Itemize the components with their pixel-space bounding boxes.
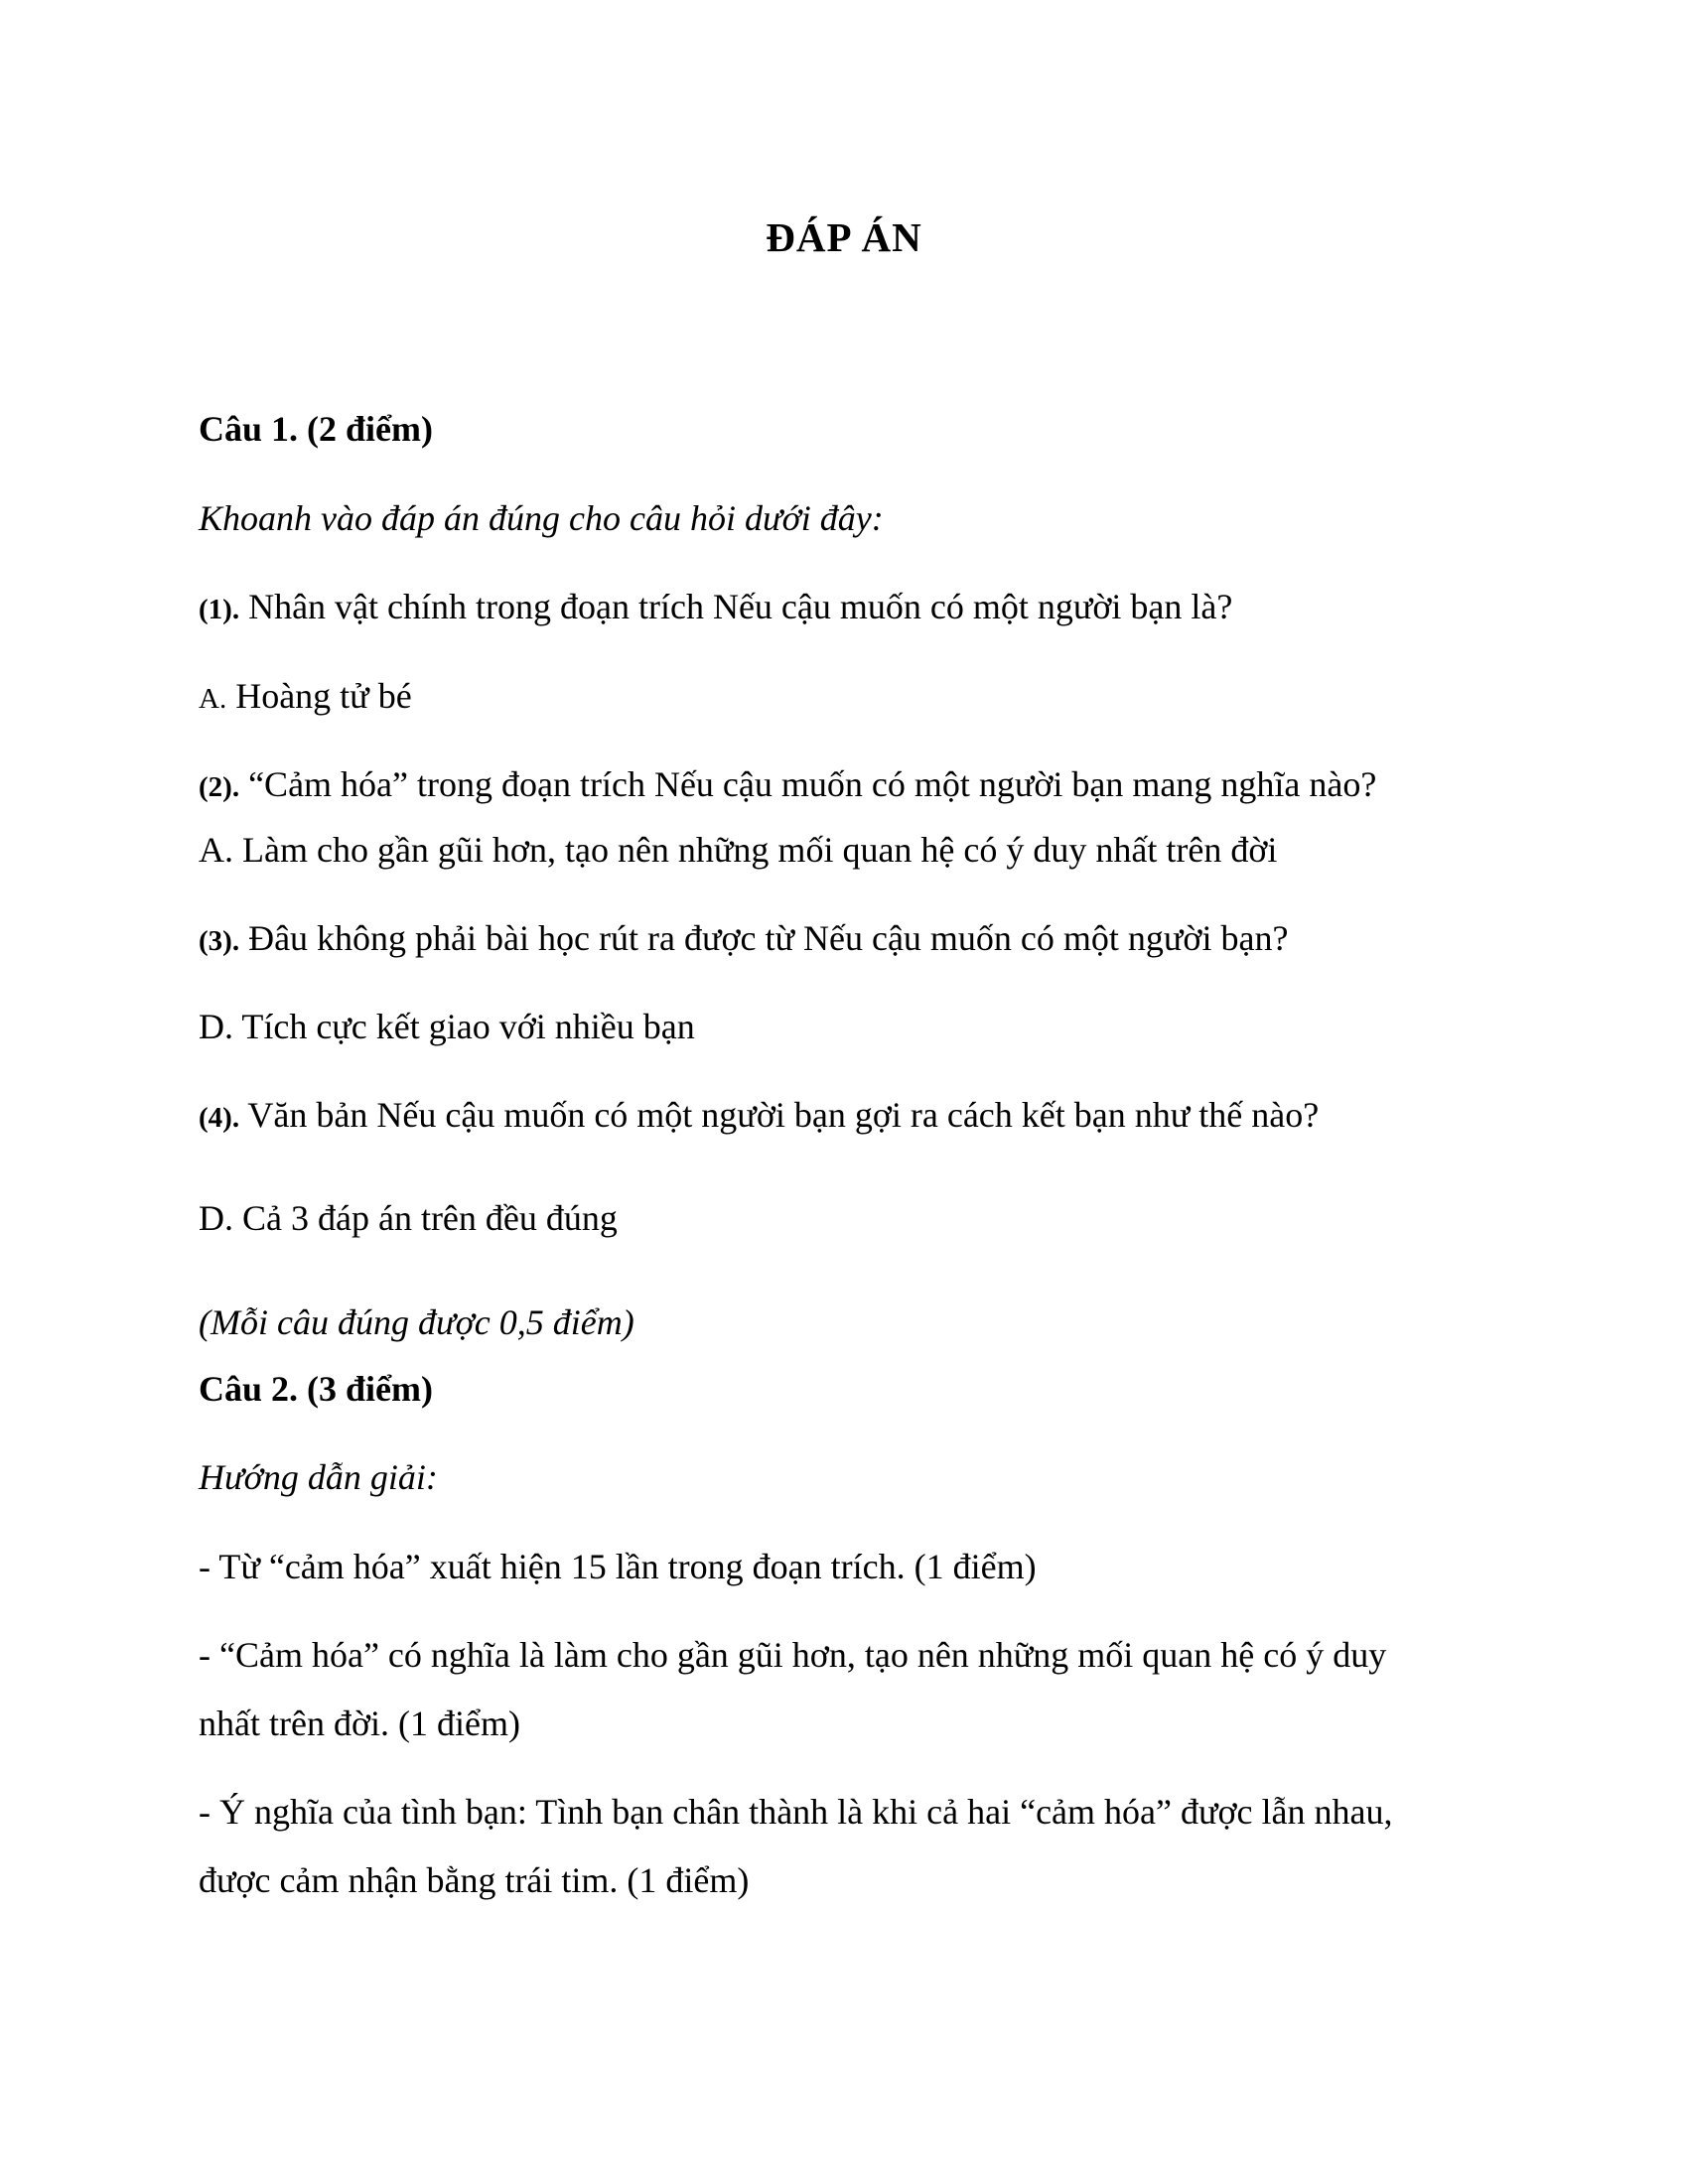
cau2-heading: Câu 2. (3 điểm)	[199, 1369, 433, 1409]
question-3-text: Đâu không phải bài học rút ra được từ Nếu cậu muốn có một người bạn?	[239, 918, 1289, 958]
cau1-heading: Câu 1. (2 điểm)	[199, 409, 433, 449]
question-2	[199, 762, 1509, 809]
question-3-number: (3).	[199, 925, 240, 957]
cau1-instruction: Khoanh vào đáp án đúng cho câu hỏi dưới đây:	[199, 498, 884, 538]
question-2-number: (2).	[199, 771, 240, 803]
question-1-text: Nhân vật chính trong đoạn trích Nếu cậu muốn có một người bạn là?	[239, 587, 1233, 626]
answer-1	[199, 674, 1509, 721]
question-2-text: “Cảm hóa” trong đoạn trích Nếu cậu muốn có một người bạn mang nghĩa nào?	[239, 764, 1377, 804]
cau2-point-1: - Từ “cảm hóa” xuất hiện 15 lần trong đoạn trích. (1 điểm)	[199, 1547, 1037, 1586]
answer-4: D. Cả 3 đáp án trên đều đúng	[199, 1198, 618, 1238]
question-4-number: (4).	[199, 1102, 240, 1134]
question-4	[199, 1093, 1509, 1140]
question-4-text: Văn bản Nếu cậu muốn có một người bạn gợi ra cách kết bạn như thế nào?	[239, 1095, 1320, 1135]
cau2-point-2-line-1: - “Cảm hóa” có nghĩa là làm cho gần gũi hơn, tạo nên những mối quan hệ có ý duy	[199, 1635, 1387, 1675]
cau1-score-note: (Mỗi câu đúng được 0,5 điểm)	[199, 1302, 634, 1342]
cau2-point-3-line-2: được cảm nhận bằng trái tim. (1 điểm)	[199, 1860, 750, 1900]
answer-1-letter: A.	[199, 683, 227, 715]
answer-2: A. Làm cho gần gũi hơn, tạo nên những mối quan hệ có ý duy nhất trên đời	[199, 830, 1278, 870]
cau2-point-2-line-2: nhất trên đời. (1 điểm)	[199, 1704, 520, 1743]
cau2-guide: Hướng dẫn giải:	[199, 1457, 438, 1497]
question-3	[199, 916, 1509, 963]
question-1	[199, 585, 1509, 631]
cau2-point-3-line-1: - Ý nghĩa của tình bạn: Tình bạn chân thành là khi cả hai “cảm hóa” được lẫn nhau,	[199, 1792, 1393, 1832]
answer-3: D. Tích cực kết giao với nhiều bạn	[199, 1007, 695, 1046]
question-1-number: (1).	[199, 594, 240, 625]
answer-1-text: Hoàng tử bé	[226, 676, 412, 716]
page-title: ĐÁP ÁN	[766, 214, 922, 260]
